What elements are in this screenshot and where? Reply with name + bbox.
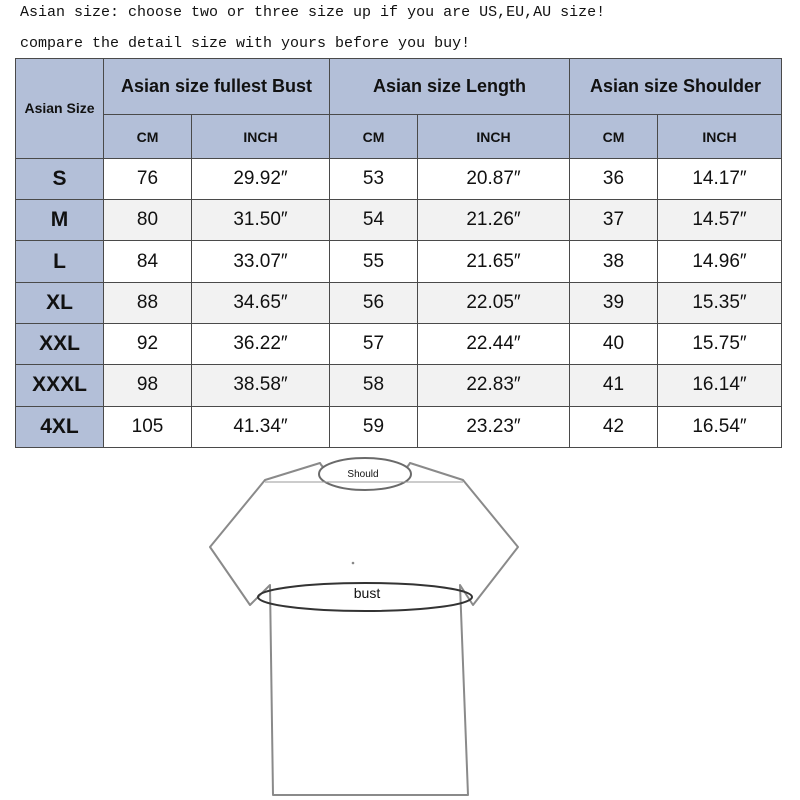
bust-cm-cell: 84 — [104, 241, 192, 282]
bust-inch-header: INCH — [192, 115, 330, 158]
shoulder-cm-cell: 41 — [570, 365, 658, 406]
shoulder-inch-cell: 16.54″ — [658, 406, 782, 447]
bust-inch-cell: 33.07″ — [192, 241, 330, 282]
length-inch-cell: 23.23″ — [418, 406, 570, 447]
table-row — [16, 200, 782, 241]
size-advice-note: Asian size: choose two or three size up if you are US,EU,AU size! — [20, 4, 606, 21]
bust-cm-cell: 92 — [104, 324, 192, 365]
tshirt-diagram — [205, 455, 525, 800]
bust-label: bust — [353, 585, 381, 601]
compare-advice-note: compare the detail size with yours before you buy! — [20, 35, 471, 52]
length-inch-cell: 21.26″ — [418, 200, 570, 241]
length-cm-cell: 53 — [330, 158, 418, 199]
shoulder-cm-cell: 42 — [570, 406, 658, 447]
bust-cm-cell: 76 — [104, 158, 192, 199]
shoulder-cm-cell: 36 — [570, 158, 658, 199]
bust-cm-header: CM — [104, 115, 192, 158]
length-cm-cell: 55 — [330, 241, 418, 282]
shoulder-inch-cell: 14.17″ — [658, 158, 782, 199]
size-column-header: Asian Size — [16, 59, 104, 159]
table-row — [16, 406, 782, 447]
length-cm-cell: 57 — [330, 324, 418, 365]
length-cm-cell: 54 — [330, 200, 418, 241]
length-inch-cell: 22.44″ — [418, 324, 570, 365]
length-inch-header: INCH — [418, 115, 570, 158]
size-label: L — [16, 241, 104, 282]
size-label: XL — [16, 282, 104, 323]
bust-inch-cell: 29.92″ — [192, 158, 330, 199]
size-label: M — [16, 200, 104, 241]
bust-cm-cell: 105 — [104, 406, 192, 447]
shoulder-inch-cell: 16.14″ — [658, 365, 782, 406]
length-group-header: Asian size Length — [330, 59, 570, 115]
shoulder-inch-cell: 15.35″ — [658, 282, 782, 323]
bust-cm-cell: 80 — [104, 200, 192, 241]
shoulder-cm-cell: 38 — [570, 241, 658, 282]
length-inch-cell: 20.87″ — [418, 158, 570, 199]
length-inch-cell: 22.83″ — [418, 365, 570, 406]
table-row — [16, 158, 782, 199]
length-inch-cell: 22.05″ — [418, 282, 570, 323]
shoulder-group-header: Asian size Shoulder — [570, 59, 782, 115]
center-dot — [352, 562, 355, 565]
table-row — [16, 324, 782, 365]
shoulder-cm-cell: 40 — [570, 324, 658, 365]
tshirt-outline — [210, 463, 518, 795]
shoulder-label: Should — [347, 469, 379, 480]
length-cm-cell: 56 — [330, 282, 418, 323]
length-cm-cell: 59 — [330, 406, 418, 447]
shoulder-cm-cell: 37 — [570, 200, 658, 241]
bust-inch-cell: 31.50″ — [192, 200, 330, 241]
table-row — [16, 282, 782, 323]
table-row — [16, 241, 782, 282]
size-label: XXL — [16, 324, 104, 365]
size-label: 4XL — [16, 406, 104, 447]
size-label: XXXL — [16, 365, 104, 406]
bust-inch-cell: 41.34″ — [192, 406, 330, 447]
shoulder-cm-header: CM — [570, 115, 658, 158]
shoulder-inch-cell: 15.75″ — [658, 324, 782, 365]
bust-inch-cell: 36.22″ — [192, 324, 330, 365]
shoulder-cm-cell: 39 — [570, 282, 658, 323]
bust-inch-cell: 38.58″ — [192, 365, 330, 406]
bust-cm-cell: 98 — [104, 365, 192, 406]
bust-group-header: Asian size fullest Bust — [104, 59, 330, 115]
shoulder-inch-cell: 14.57″ — [658, 200, 782, 241]
size-label: S — [16, 158, 104, 199]
bust-inch-cell: 34.65″ — [192, 282, 330, 323]
size-chart-table — [15, 58, 782, 448]
table-row — [16, 365, 782, 406]
shoulder-inch-header: INCH — [658, 115, 782, 158]
length-inch-cell: 21.65″ — [418, 241, 570, 282]
bust-cm-cell: 88 — [104, 282, 192, 323]
shoulder-inch-cell: 14.96″ — [658, 241, 782, 282]
length-cm-header: CM — [330, 115, 418, 158]
length-cm-cell: 58 — [330, 365, 418, 406]
